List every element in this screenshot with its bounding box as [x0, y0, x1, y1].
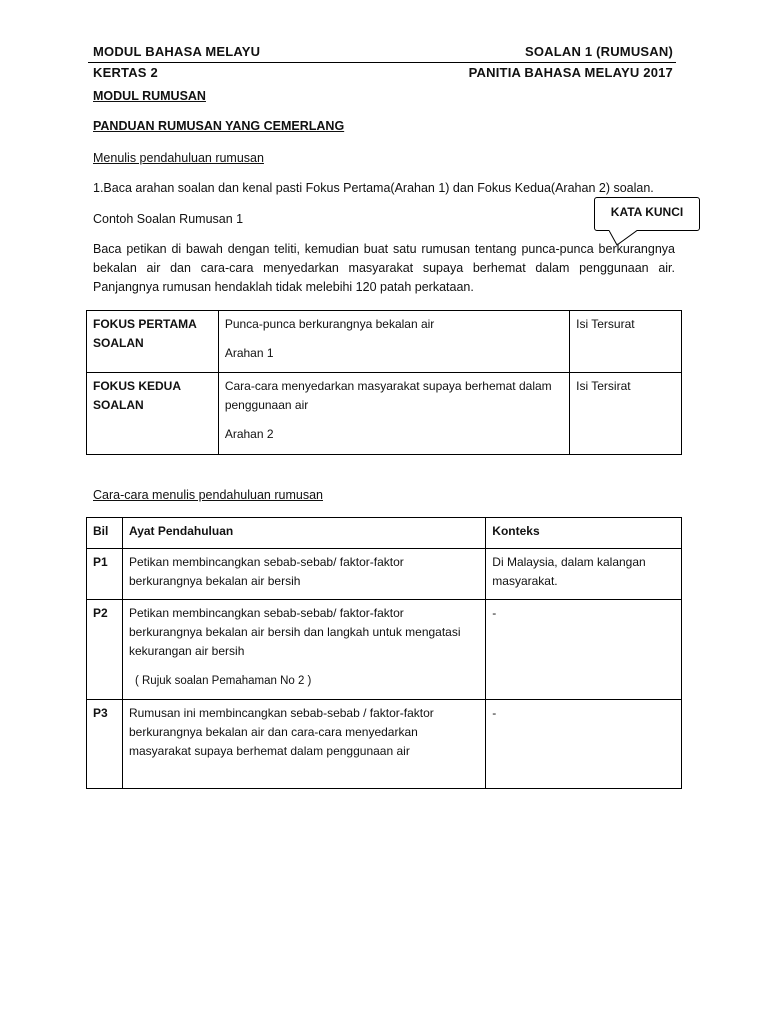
header-rule: [88, 62, 676, 63]
kata-kunci-callout: KATA KUNCI: [594, 197, 700, 231]
heading-panduan: PANDUAN RUMUSAN YANG CEMERLANG: [93, 119, 345, 133]
question-paragraph: Baca petikan di bawah dengan teliti, kemudian buat satu rumusan tentang punca-punca berkurangnya bekalan air dan cara-cara menyedarkan masyarakat supaya berhemat dalam penggunaan air. Panjangnya rumusan hendaklah tidak melebihi 120 patah perkataan.: [93, 242, 675, 294]
bil-p1: P1: [87, 549, 123, 600]
intro-header-row: [87, 518, 682, 549]
konteks-p2: -: [486, 600, 682, 700]
header-row-2: [93, 65, 673, 80]
focus-text-1: Punca-punca berkurangnya bekalan air: [224, 317, 435, 331]
intro-table: [86, 517, 682, 789]
focus-label-2: FOKUS KEDUA SOALAN: [87, 373, 219, 455]
intro-row-p1: [87, 549, 682, 600]
ayat-cell-p2: [122, 600, 485, 700]
focus-type-1: Isi Tersurat: [570, 311, 682, 373]
header-module-title: MODUL BAHASA MELAYU: [93, 44, 261, 59]
ayat-p2: Petikan membincangkan sebab-sebab/ faktor-faktor berkurangnya bekalan air bersih dan langkah untuk mengatasi kekurangan air bersih: [128, 606, 461, 658]
header-panel-label: PANITIA BAHASA MELAYU 2017: [468, 65, 673, 80]
focus-text-cell-2: [218, 373, 569, 455]
header-paper-label: KERTAS 2: [93, 65, 158, 80]
heading-menulis: Menulis pendahuluan rumusan: [93, 151, 264, 165]
cara-title: Cara-cara menulis pendahuluan rumusan: [93, 488, 323, 502]
focus-text-cell-1: [218, 311, 569, 373]
bil-p3: P3: [87, 700, 123, 789]
contoh-title: Contoh Soalan Rumusan 1: [93, 212, 244, 226]
konteks-p3: -: [486, 700, 682, 789]
instruction-text: 1.Baca arahan soalan dan kenal pasti Fokus Pertama(Arahan 1) dan Fokus Kedua(Arahan 2) soalan.: [93, 181, 654, 195]
focus-text-2: Cara-cara menyedarkan masyarakat supaya berhemat dalam penggunaan air: [224, 379, 552, 412]
intro-row-p2: [87, 600, 682, 700]
focus-table: [86, 310, 682, 455]
konteks-p1: Di Malaysia, dalam kalangan masyarakat.: [486, 549, 682, 600]
focus-row-1: [87, 311, 682, 373]
intro-row-p3: [87, 700, 682, 789]
focus-arahan-1: Arahan 1: [224, 346, 274, 360]
note-p2: ( Rujuk soalan Pemahaman No 2 ): [134, 675, 312, 687]
focus-label-1: FOKUS PERTAMA SOALAN: [87, 311, 219, 373]
header-row-1: [93, 44, 673, 59]
heading-modul-rumusan: MODUL RUMUSAN: [93, 89, 206, 103]
col-header-konteks: Konteks: [486, 518, 682, 549]
focus-arahan-2: Arahan 2: [224, 427, 274, 441]
col-header-bil: Bil: [87, 518, 123, 549]
focus-type-2: Isi Tersirat: [570, 373, 682, 455]
col-header-ayat: Ayat Pendahuluan: [122, 518, 485, 549]
focus-row-2: [87, 373, 682, 455]
bil-p2: P2: [87, 600, 123, 700]
ayat-p1: Petikan membincangkan sebab-sebab/ faktor-faktor berkurangnya bekalan air bersih: [122, 549, 485, 600]
header-question-label: SOALAN 1 (RUMUSAN): [524, 44, 673, 59]
ayat-p3: Rumusan ini membincangkan sebab-sebab / faktor-faktor berkurangnya bekalan air dan cara-cara menyedarkan masyarakat supaya berhemat dalam penggunaan air: [122, 700, 485, 789]
